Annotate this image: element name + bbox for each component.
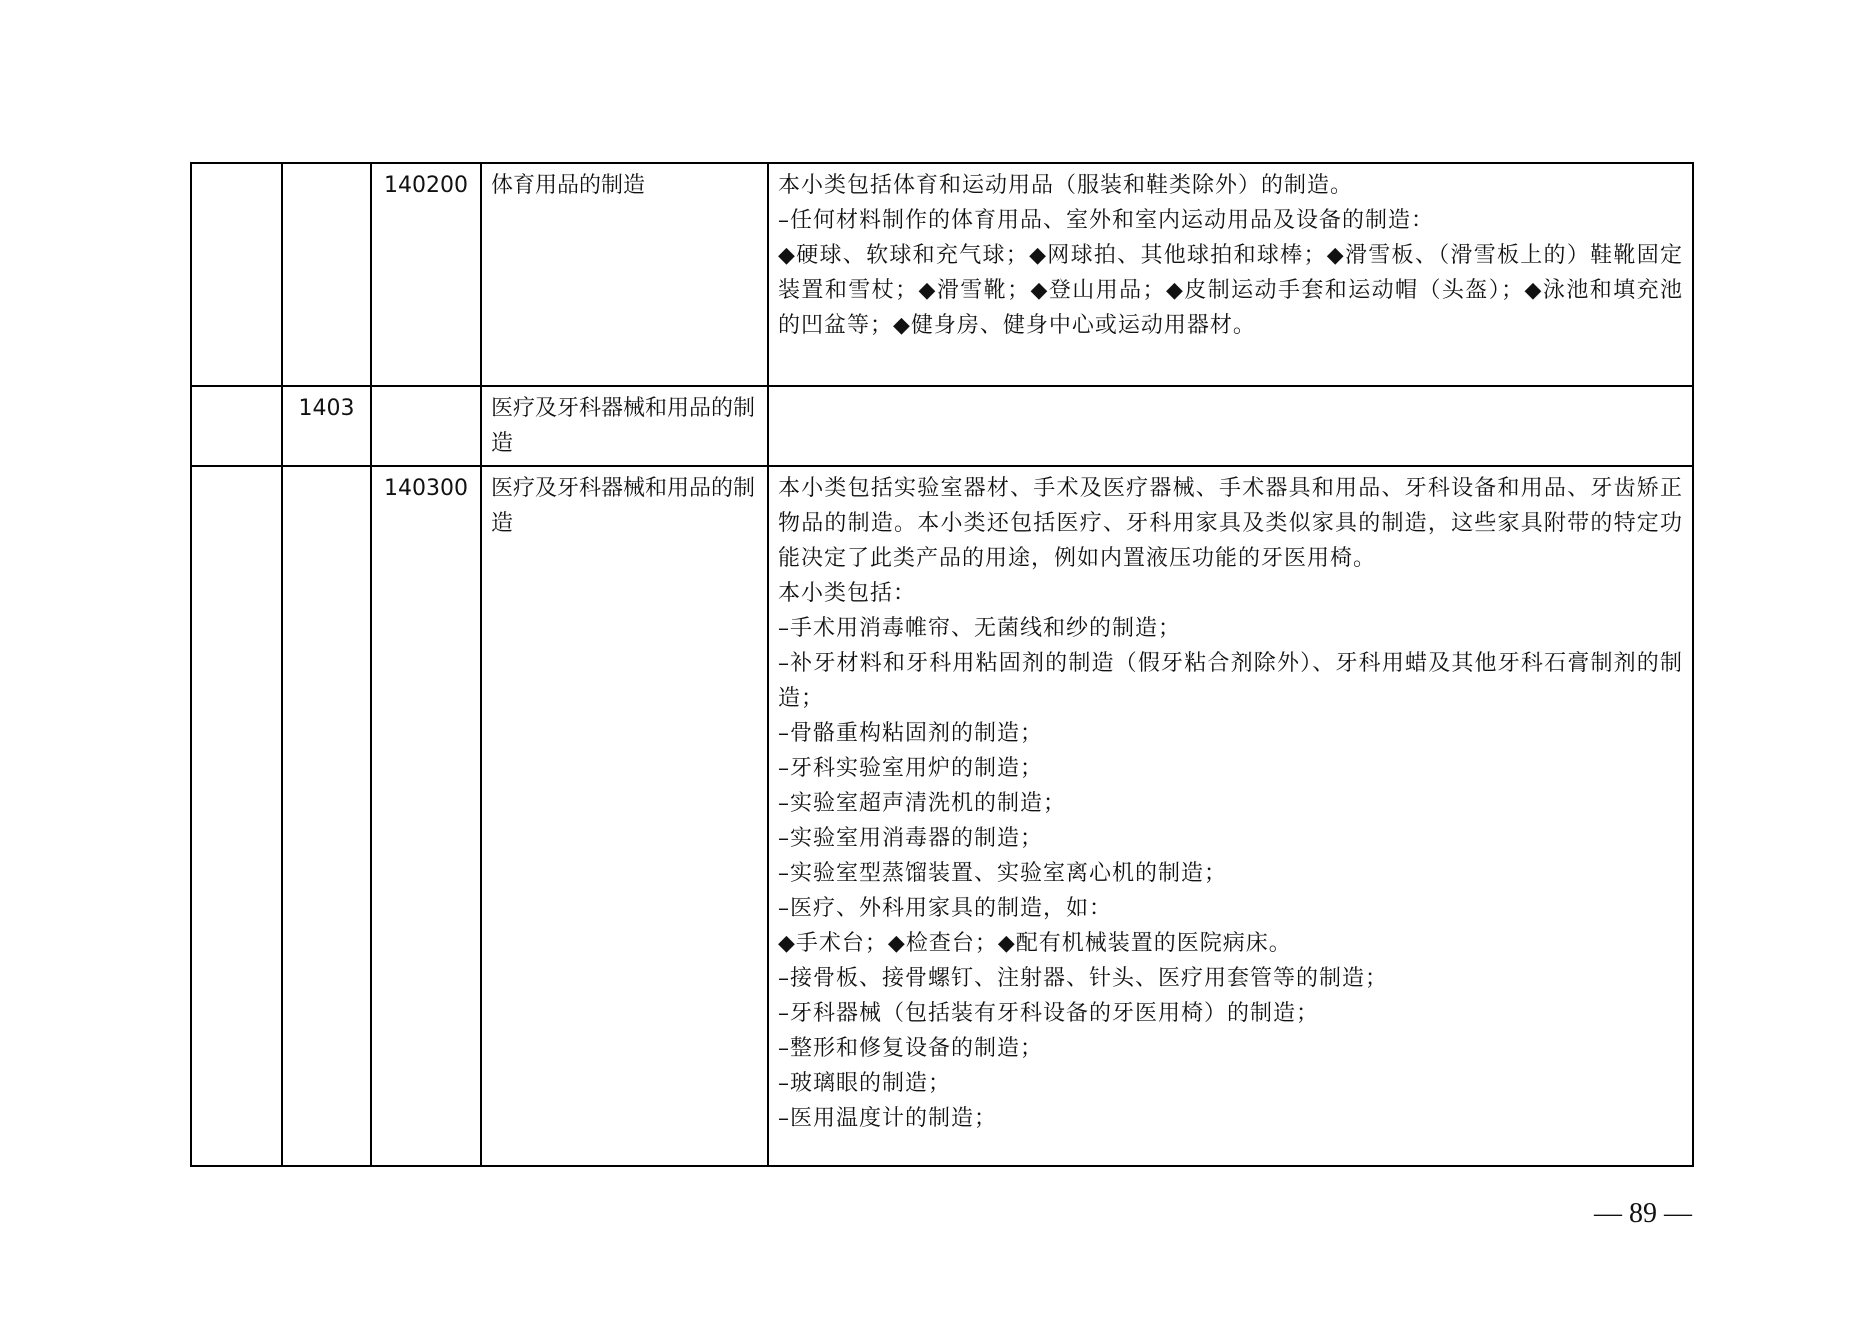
description-line: –骨骼重构粘固剂的制造； — [778, 721, 1044, 746]
section-cell — [191, 466, 282, 1166]
description-line: 本小类包括： — [778, 581, 917, 606]
table-row — [191, 163, 1693, 386]
description-line: ◆手术台；◆检查台；◆配有机械装置的医院病床。 — [778, 931, 1292, 956]
description-line: 本小类包括体育和运动用品（服装和鞋类除外）的制造。 — [778, 173, 1354, 198]
section-cell — [191, 386, 282, 466]
description-line: –玻璃眼的制造； — [778, 1071, 952, 1096]
description-cell — [768, 386, 1693, 466]
table-row — [191, 386, 1693, 466]
classification-table — [190, 162, 1694, 1167]
description-line: –实验室用消毒器的制造； — [778, 826, 1044, 851]
description-line: –医用温度计的制造； — [778, 1106, 998, 1131]
description-line: –手术用消毒帷帘、无菌线和纱的制造； — [778, 616, 1182, 641]
description-line: –接骨板、接骨螺钉、注射器、针头、医疗用套管等的制造； — [778, 966, 1389, 991]
class-code-cell: 140200 — [371, 163, 481, 386]
description-cell — [768, 163, 1693, 386]
description-line: –补牙材料和牙科用粘固剂的制造（假牙粘合剂除外）、牙科用蜡及其他牙科石膏制剂的制造； — [778, 651, 1683, 711]
category-name-cell: 医疗及牙科器械和用品的制造 — [481, 466, 768, 1166]
table-row — [191, 466, 1693, 1166]
group-code-cell: 1403 — [282, 386, 371, 466]
description-line: –整形和修复设备的制造； — [778, 1036, 1044, 1061]
description-line: –任何材料制作的体育用品、室外和室内运动用品及设备的制造： — [778, 208, 1435, 233]
description-line: ◆硬球、软球和充气球；◆网球拍、其他球拍和球棒；◆滑雪板、（滑雪板上的）鞋靴固定装置和雪杖；◆滑雪靴；◆登山用品；◆皮制运动手套和运动帽（头盔）；◆泳池和填充池的凹盆等；◆健身房、健身中心或运动用器材。 — [778, 243, 1683, 338]
class-code-cell — [371, 386, 481, 466]
description-cell — [768, 466, 1693, 1166]
group-code-cell — [282, 466, 371, 1166]
description-line: –实验室超声清洗机的制造； — [778, 791, 1067, 816]
group-code-cell — [282, 163, 371, 386]
page-number: — 89 — — [1594, 1198, 1692, 1229]
description-line: –医疗、外科用家具的制造，如： — [778, 896, 1113, 921]
description-line: –实验室型蒸馏装置、实验室离心机的制造； — [778, 861, 1228, 886]
category-name-cell: 体育用品的制造 — [481, 163, 768, 386]
description-line: –牙科实验室用炉的制造； — [778, 756, 1044, 781]
section-cell — [191, 163, 282, 386]
class-code-cell: 140300 — [371, 466, 481, 1166]
category-name-cell: 医疗及牙科器械和用品的制造 — [481, 386, 768, 466]
description-line: –牙科器械（包括装有牙科设备的牙医用椅）的制造； — [778, 1001, 1320, 1026]
description-line: 本小类包括实验室器材、手术及医疗器械、手术器具和用品、牙科设备和用品、牙齿矫正物品的制造。本小类还包括医疗、牙科用家具及类似家具的制造，这些家具附带的特定功能决定了此类产品的用途，例如内置液压功能的牙医用椅。 — [778, 476, 1683, 571]
